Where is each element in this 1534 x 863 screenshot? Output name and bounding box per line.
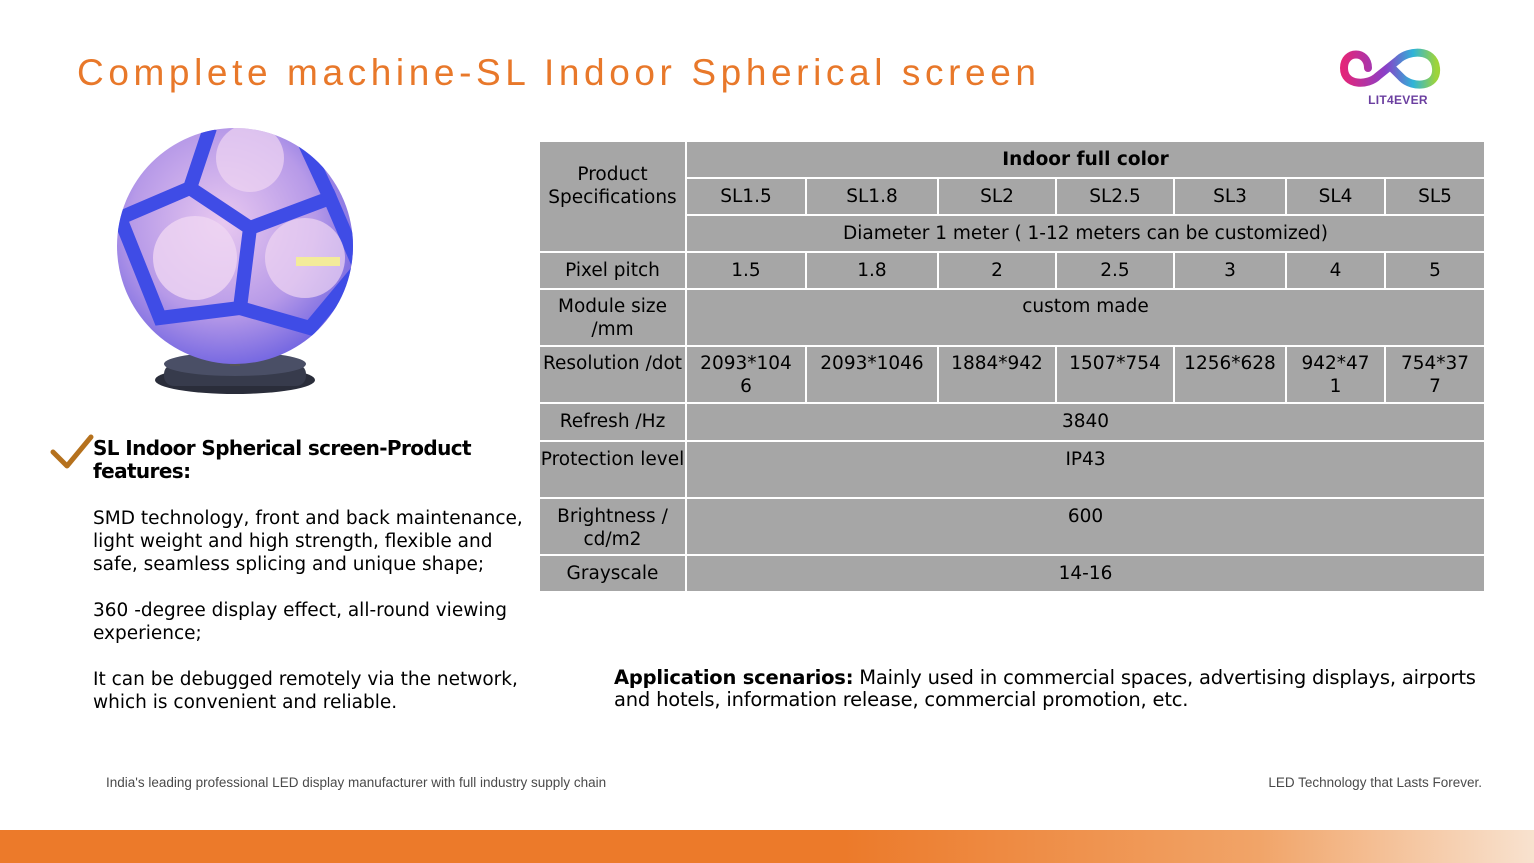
application-scenarios xyxy=(614,667,1494,711)
table-row xyxy=(539,346,1485,403)
spherical-screen-image xyxy=(100,118,370,413)
table-cell: 2 xyxy=(938,252,1056,289)
table-cell: 3 xyxy=(1174,252,1286,289)
footer-left-text: India's leading professional LED display manufacturer with full industry supply chain xyxy=(106,775,607,790)
model-header: SL3 xyxy=(1174,178,1286,215)
application-text: Mainly used in commercial spaces, advertising displays, airports and hotels, information release, commercial promotion, etc. xyxy=(614,666,1476,711)
row-label: Brightness / cd/m2 xyxy=(539,498,686,555)
row-label: Refresh /Hz xyxy=(539,403,686,441)
model-header: SL4 xyxy=(1286,178,1385,215)
table-row xyxy=(539,289,1485,346)
feature-paragraph: It can be debugged remotely via the network, which is convenient and reliable. xyxy=(93,669,518,713)
table-row xyxy=(539,403,1485,441)
table-cell: 1.8 xyxy=(806,252,938,289)
table-cell: 600 xyxy=(686,498,1485,555)
footer-right-text: LED Technology that Lasts Forever. xyxy=(1268,775,1482,790)
table-cell: 942*471 xyxy=(1286,346,1385,403)
table-cell: 2093*1046 xyxy=(806,346,938,403)
table-cell: 14-16 xyxy=(686,555,1485,592)
brand-name: LIT4EVER xyxy=(1368,93,1428,107)
row-label: Pixel pitch xyxy=(539,252,686,289)
table-cell: 1256*628 xyxy=(1174,346,1286,403)
feature-paragraph: 360 -degree display effect, all-round viewing experience; xyxy=(93,600,507,644)
table-cell: IP43 xyxy=(686,441,1485,498)
row-label: Protection level xyxy=(539,441,686,498)
table-row xyxy=(539,498,1485,555)
table-row xyxy=(539,555,1485,592)
features-heading: SL Indoor Spherical screen-Product features: xyxy=(93,436,471,483)
page-title: Complete machine-SL Indoor Spherical screen xyxy=(77,52,1041,93)
table-cell: 1.5 xyxy=(686,252,806,289)
row-label: Module size /mm xyxy=(539,289,686,346)
specifications-table xyxy=(538,140,1486,593)
table-cell: 3840 xyxy=(686,403,1485,441)
application-label: Application scenarios: xyxy=(614,666,854,689)
table-cell: 1884*942 xyxy=(938,346,1056,403)
model-header: SL1.5 xyxy=(686,178,806,215)
table-cell: 5 xyxy=(1385,252,1485,289)
diameter-cell: Diameter 1 meter ( 1-12 meters can be customized) xyxy=(686,215,1485,252)
checkmark-icon xyxy=(50,434,94,470)
table-row xyxy=(539,441,1485,498)
model-header: SL2.5 xyxy=(1056,178,1174,215)
table-cell: 4 xyxy=(1286,252,1385,289)
table-group-header: Indoor full color xyxy=(686,141,1485,178)
table-cell: custom made xyxy=(686,289,1485,346)
model-header: SL2 xyxy=(938,178,1056,215)
table-cell: 2093*1046 xyxy=(686,346,806,403)
table-cell: 1507*754 xyxy=(1056,346,1174,403)
row-label: Grayscale xyxy=(539,555,686,592)
row-label: Resolution /dot xyxy=(539,346,686,403)
table-cell: 2.5 xyxy=(1056,252,1174,289)
table-corner-header: Product Specifications xyxy=(539,141,686,252)
table-cell: 754*377 xyxy=(1385,346,1485,403)
model-header: SL1.8 xyxy=(806,178,938,215)
footer-accent-bar xyxy=(0,830,1534,863)
table-row xyxy=(539,252,1485,289)
feature-paragraph: SMD technology, front and back maintenance, light weight and high strength, flexible and safe, seamless splicing and unique shape; xyxy=(93,508,523,575)
model-header: SL5 xyxy=(1385,178,1485,215)
